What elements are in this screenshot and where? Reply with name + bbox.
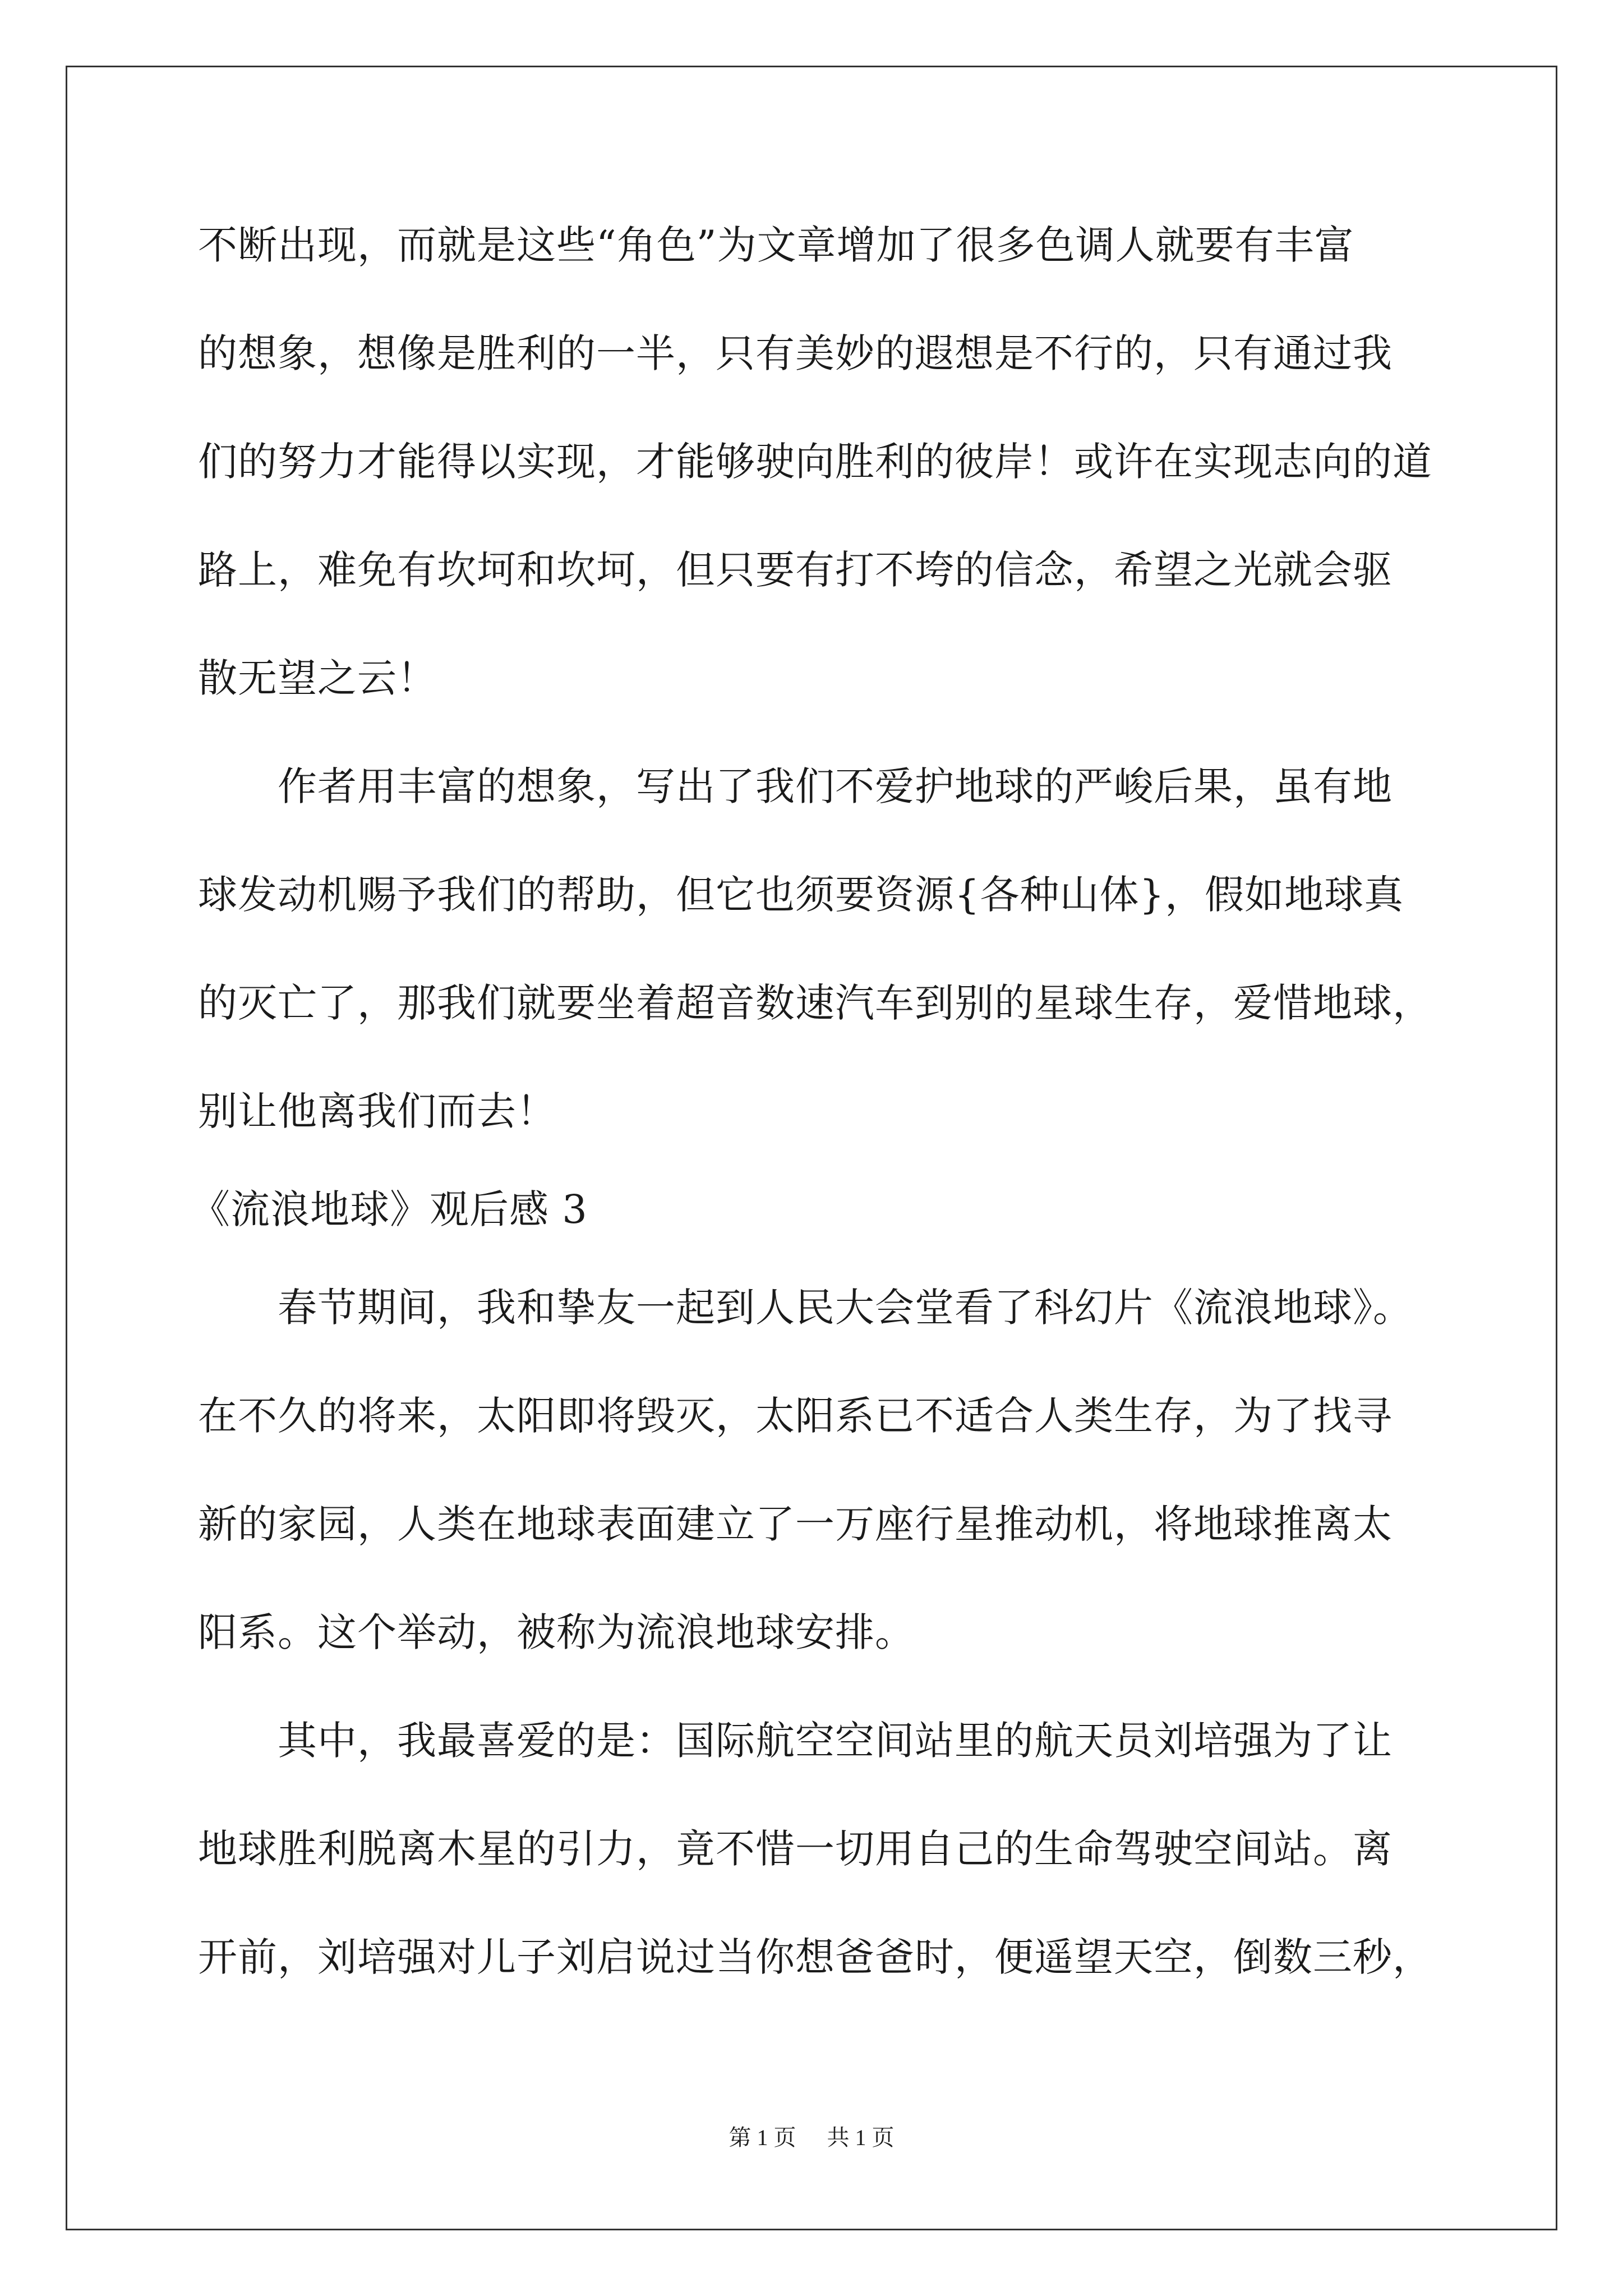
text-line: 开前，刘培强对儿子刘启说过当你想爸爸时，便遥望天空，倒数三秒， bbox=[198, 1934, 1432, 1980]
text-line: 作者用丰富的想象，写出了我们不爱护地球的严峻后果，虽有地 bbox=[198, 763, 1393, 809]
text-line: 球发动机赐予我们的帮助，但它也须要资源{各种山体}，假如地球真 bbox=[198, 872, 1404, 918]
text-line: 春节期间，我和挚友一起到人民大会堂看了科幻片《流浪地球》。 bbox=[198, 1285, 1413, 1331]
text-line: 的灭亡了，那我们就要坐着超音数速汽车到别的星球生存，爱惜地球， bbox=[198, 980, 1432, 1026]
section-heading: 《流浪地球》观后感 3 bbox=[191, 1186, 588, 1232]
page-count: 共 1 页 bbox=[827, 2125, 895, 2150]
page-footer bbox=[0, 2124, 1623, 2152]
text-line: 在不久的将来，太阳即将毁灭，太阳系已不适合人类生存，为了找寻 bbox=[198, 1393, 1393, 1439]
text-line: 其中，我最喜爱的是：国际航空空间站里的航天员刘培强为了让 bbox=[198, 1718, 1393, 1764]
page-frame bbox=[66, 66, 1557, 2230]
text-line: 散无望之云！ bbox=[198, 655, 437, 701]
text-line: 阳系。这个举动，被称为流浪地球安排。 bbox=[198, 1609, 915, 1655]
text-line: 们的努力才能得以实现，才能够驶向胜利的彼岸！或许在实现志向的道 bbox=[198, 439, 1432, 485]
text-line: 不断出现，而就是这些“角色”为文章增加了很多色调人就要有丰富 bbox=[198, 222, 1354, 268]
text-line: 的想象，想像是胜利的一半，只有美妙的遐想是不行的，只有通过我 bbox=[198, 330, 1393, 376]
text-line: 别让他离我们而去！ bbox=[198, 1088, 556, 1134]
text-line: 路上，难免有坎坷和坎坷，但只要有打不垮的信念，希望之光就会驱 bbox=[198, 547, 1393, 593]
text-line: 地球胜利脱离木星的引力，竟不惜一切用自己的生命驾驶空间站。离 bbox=[198, 1826, 1393, 1872]
page-number: 第 1 页 bbox=[728, 2125, 796, 2150]
text-line: 新的家园，人类在地球表面建立了一万座行星推动机，将地球推离太 bbox=[198, 1501, 1393, 1547]
